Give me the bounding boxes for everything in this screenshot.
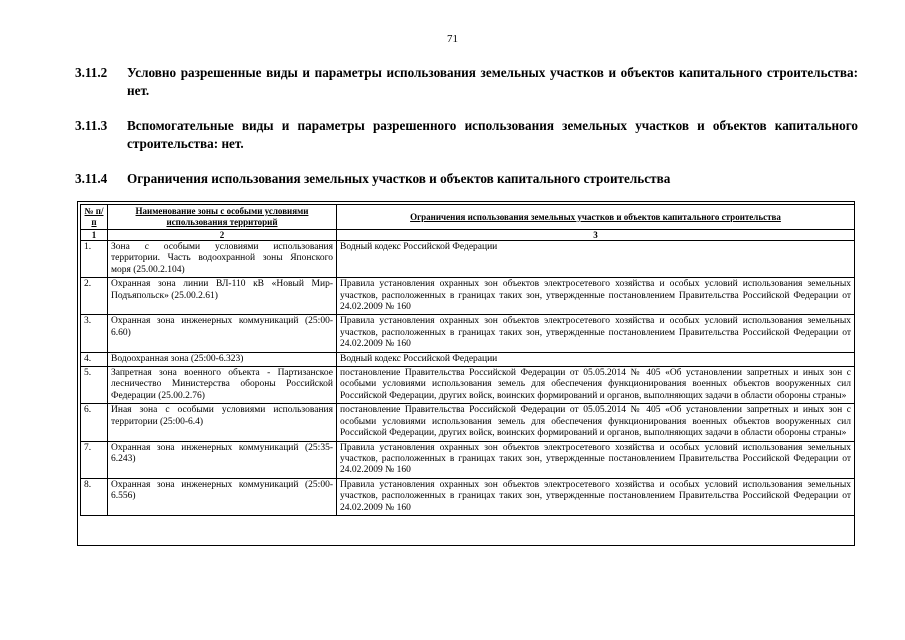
row-number: 4.: [81, 352, 108, 366]
column-number: 1: [81, 230, 108, 241]
restriction-cell: Водный кодекс Российской Федерации: [337, 352, 855, 366]
column-number: 2: [108, 230, 337, 241]
section-heading: Условно разрешенные виды и параметры использования земельных участков и объектов капитального строительства: нет.: [127, 65, 858, 98]
section-3-11-2: [75, 64, 858, 100]
column-number: 3: [337, 230, 855, 241]
header-num: № п/п: [81, 205, 108, 230]
table-row: [81, 315, 855, 352]
zone-name-cell: Охранная зона инженерных коммуникаций (25:00-6.556): [108, 478, 337, 515]
zone-name-cell: Запретная зона военного объекта - Партизанское лесничество Министерства обороны Российской Федерации (25.00.2.76): [108, 367, 337, 404]
zone-name-cell: Водоохранная зона (25:00-6.323): [108, 352, 337, 366]
table-header-row: [81, 205, 855, 230]
header-restriction: Ограничения использования земельных участков и объектов капитального строительства: [337, 205, 855, 230]
row-number: 6.: [81, 404, 108, 441]
restriction-cell: Правила установления охранных зон объектов электросетевого хозяйства и особых условий использования земельных участков, расположенных в границах таких зон, утвержденные постановлением Правительства Российской Федерации от 24.02.2009 № 160: [337, 441, 855, 478]
section-heading: Вспомогательные виды и параметры разрешенного использования земельных участков и объектов капитального строительства: нет.: [127, 118, 858, 151]
header-zone: Наименование зоны с особыми условиями использования территорий: [108, 205, 337, 230]
section-number: 3.11.2: [75, 65, 108, 80]
table-row: [81, 367, 855, 404]
zone-name-cell: Охранная зона инженерных коммуникаций (25:00-6.60): [108, 315, 337, 352]
restriction-cell: Правила установления охранных зон объектов электросетевого хозяйства и особых условий использования земельных участков, расположенных в границах таких зон, утвержденные постановлением Правительства Российской Федерации от 24.02.2009 № 160: [337, 478, 855, 515]
section-number: 3.11.3: [75, 118, 108, 133]
page-number: 71: [447, 33, 458, 45]
row-number: 7.: [81, 441, 108, 478]
zone-name-cell: Охранная зона линии ВЛ-110 кВ «Новый Мир-Подъяпольск» (25.00.2.61): [108, 278, 337, 315]
zone-name-cell: Зона с особыми условиями использования территории. Часть водоохранной зоны Японского моря (25.00.2.104): [108, 241, 337, 278]
restriction-cell: Водный кодекс Российской Федерации: [337, 241, 855, 278]
table-row: [81, 352, 855, 366]
zone-name-cell: Иная зона с особыми условиями использования территории (25:00-6.4): [108, 404, 337, 441]
row-number: 1.: [81, 241, 108, 278]
section-3-11-4: [75, 170, 858, 188]
table-row: [81, 404, 855, 441]
table-row: [81, 278, 855, 315]
row-number: 3.: [81, 315, 108, 352]
row-number: 5.: [81, 367, 108, 404]
section-3-11-3: [75, 117, 858, 153]
restriction-cell: постановление Правительства Российской Федерации от 05.05.2014 № 405 «Об установлении запретных и иных зон с особыми условиями использования земель для обеспечения функционирования военных объектов вооруженных сил Российской Федерации, других войск, воинских формирований и органов, выполняющих задачи в области обороны страны»: [337, 367, 855, 404]
restriction-cell: Правила установления охранных зон объектов электросетевого хозяйства и особых условий использования земельных участков, расположенных в границах таких зон, утвержденные постановлением Правительства Российской Федерации от 24.02.2009 № 160: [337, 278, 855, 315]
row-number: 8.: [81, 478, 108, 515]
zone-name-cell: Охранная зона инженерных коммуникаций (25:35-6.243): [108, 441, 337, 478]
restriction-cell: постановление Правительства Российской Федерации от 05.05.2014 № 405 «Об установлении запретных и иных зон с особыми условиями использования земель для обеспечения функционирования военных объектов вооруженных сил Российской Федерации, других войск, воинских формирований и органов, выполняющих задачи в области обороны страны»: [337, 404, 855, 441]
table-row: [81, 478, 855, 515]
section-number: 3.11.4: [75, 171, 108, 186]
table-row: [81, 441, 855, 478]
table-row: [81, 241, 855, 278]
restrictions-table: [80, 204, 855, 516]
column-number-row: [81, 230, 855, 241]
restriction-cell: Правила установления охранных зон объектов электросетевого хозяйства и особых условий использования земельных участков, расположенных в границах таких зон, утвержденные постановлением Правительства Российской Федерации от 24.02.2009 № 160: [337, 315, 855, 352]
section-heading: Ограничения использования земельных участков и объектов капитального строительства: [127, 171, 671, 186]
row-number: 2.: [81, 278, 108, 315]
